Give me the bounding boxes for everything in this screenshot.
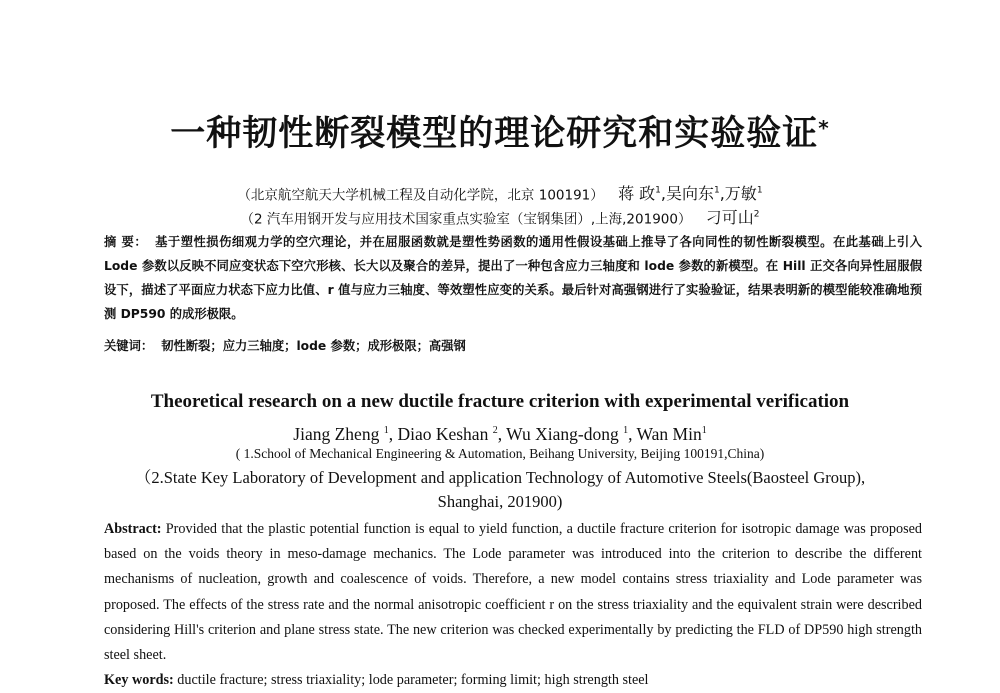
chinese-keywords-text: 韧性断裂；应力三轴度；lode 参数；成形极限；高强钢 — [161, 339, 466, 353]
author-sup: 1 — [383, 425, 389, 436]
author-sup: 2 — [753, 210, 760, 220]
chinese-abstract-text: 基于塑性损伤细观力学的空穴理论，并在屈服函数就是塑性势函数的通用性假设基础上推导了各向同性的韧性断裂模型。在此基础上引入 Lode 参数以反映不同应变状态下空穴形核、长大以及聚合的差异，提出了一种包含应力三轴度和 lode 参数的新模型。在 Hill 正交各向异性屈服假设下，描述了平面应力状态下应力比值、r 值与应力三轴度、等效塑性应变的关系。最后针对高强钢进行了实验验证，结果表明新的模型能较准确地预测 DP590 的成形极限。 — [104, 235, 922, 321]
english-keywords-text: ductile fracture; stress triaxiality; lode parameter; forming limit; high strength steel — [177, 672, 649, 688]
author-wan-en: , Wan Min — [628, 423, 702, 444]
chinese-authors-2 — [706, 208, 760, 227]
english-keywords — [104, 668, 922, 693]
title-footnote-mark: * — [818, 116, 830, 140]
affiliation-2-text: （2 汽车用钢开发与应用技术国家重点实验室（宝钢集团）,上海,201900） — [240, 211, 692, 228]
chinese-authors-1 — [618, 184, 762, 203]
chinese-affiliation-1 — [0, 181, 1000, 205]
english-abstract-text: Provided that the plastic potential function is equal to yield function, a ductile fracture criterion for isotropic damage was proposed based on the voids theory in meso-damage mechanics. The Lode parameter was introduced into the criterion to describe the different mechanisms of nucleation, growth and coalescence of voids. Therefore, a new model contains stress triaxiality and Lode parameter was proposed. The effects of the stress rate and the normal anisotropic coefficient r on the stress triaxiality and the equivalent strain were described considering Hill's criterion and plane stress state. The new criterion was checked experimentally by predicting the FLD of DP590 high strength steel sheet. — [104, 521, 923, 664]
author-wu-en: , Wu Xiang-dong — [497, 423, 624, 444]
author-sup: 2 — [492, 425, 498, 436]
english-affiliation-2-cont: Shanghai, 201900) — [437, 492, 563, 511]
chinese-keywords-label: 关键词： — [104, 339, 154, 353]
author-diao: 刁可山 — [705, 208, 754, 228]
author-jiang: 蒋 政 — [618, 184, 656, 204]
chinese-abstract — [104, 230, 922, 326]
english-authors — [0, 418, 1000, 447]
english-title: Theoretical research on a new ductile fracture criterion with experimental verification — [150, 391, 850, 412]
english-affiliation-2: （2.State Key Laboratory of Development and application Technology of Automotive Steels(Baosteel Group), — [134, 468, 866, 487]
author-sup: 1 — [756, 186, 763, 196]
author-sup: 1 — [655, 186, 661, 196]
author-wan: ,万敏 — [719, 184, 757, 204]
author-diao-en: , Diao Keshan — [388, 423, 493, 444]
chinese-title-text: 一种韧性断裂模型的理论研究和实验验证 — [170, 114, 819, 154]
author-jiang-en: Jiang Zheng — [293, 423, 384, 444]
chinese-affiliation-2 — [0, 205, 1000, 229]
affiliation-1-text: （北京航空航天大学机械工程及自动化学院，北京 100191） — [237, 187, 604, 204]
english-affiliation-1: ( 1.School of Mechanical Engineering & Automation, Beihang University, Beijing 100191,China) — [235, 446, 765, 461]
author-sup: 1 — [623, 425, 629, 436]
author-sup: 1 — [713, 186, 720, 196]
author-sup: 1 — [701, 425, 707, 436]
chinese-title — [0, 112, 1000, 156]
english-abstract — [104, 517, 922, 668]
english-abstract-label: Abstract: — [104, 521, 162, 537]
chinese-abstract-label: 摘 要： — [104, 235, 148, 249]
chinese-keywords — [104, 334, 922, 358]
author-wu: ,吴向东 — [660, 184, 714, 204]
english-keywords-label: Key words: — [104, 672, 174, 688]
